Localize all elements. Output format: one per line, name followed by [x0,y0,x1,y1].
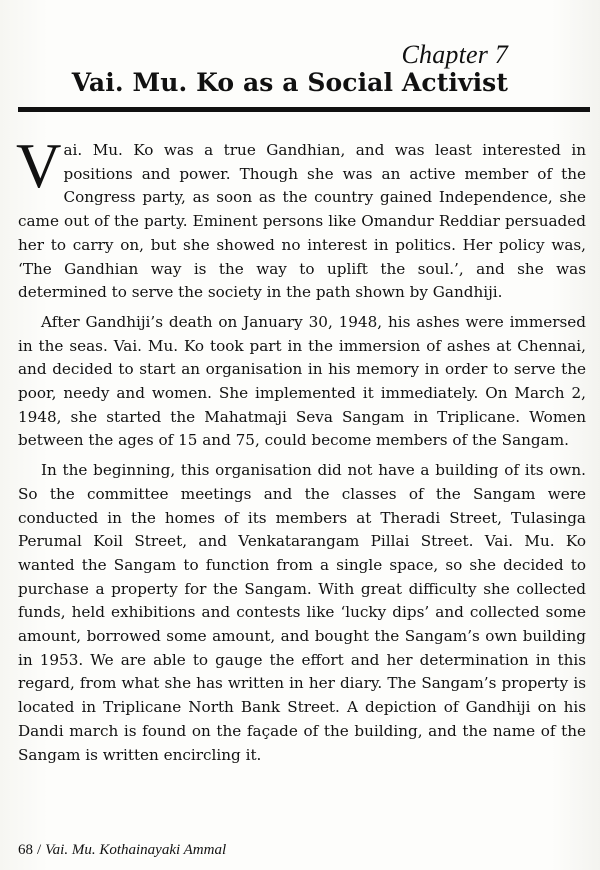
paragraph-2: After Gandhiji’s death on January 30, 1948, his ashes were immersed in the seas. Vai. Mu. Ko took part in the immersion of ashes at Chennai, and decided to start an organisation in his memory in order to serve the poor, needy and women. She implemented it immediately. On March 2, 1948, she started the Mahatmaji Seva Sangam in Triplicane. Women between the ages of 15 and 75, could become members of the Sangam. [18,312,586,450]
paragraph-1 [16,131,586,305]
title-underline [18,107,590,112]
footer-separator: / [37,842,42,858]
page-footer [18,840,226,860]
page-number: 68 [18,842,33,858]
chapter-body [16,131,586,773]
chapter-title: Vai. Mu. Ko as a Social Activist [71,68,508,97]
paragraph-3: In the beginning, this organisation did not have a building of its own. So the committee meetings and the classes of the Sangam were conducted in the homes of its members at Theradi Street, Tulasinga Perumal Koil Street, and Venkatarangam Pillai Street. Vai. Mu. Ko wanted the Sangam to function from a single space, so she decided to purchase a property for the Sangam. With great difficulty she collected funds, held exhibitions and contests like ‘lucky dips’ and collected some amount, borrowed some amount, and bought the Sangam’s own building in 1953. We are able to gauge the effort and her determination in this regard, from what she has written in her diary. The Sangam’s property is located in Triplicane North Bank Street. A depiction of Gandhiji on his Dandi march is found on the façade of the building, and the name of the Sangam is written encircling it. [18,461,586,764]
drop-cap: V [16,131,62,201]
paragraph-1-text: ai. Mu. Ko was a true Gandhian, and was least interested in positions and power. Though she was an active member of the Congress party, as soon as the country gained Independence, she came out of the party. Eminent persons like Omandur Reddiar persuaded her to carry on, but she showed no interest in politics. Her policy was, ‘The Gandhian way is the way to uplift the soul.’, and she was determined to serve the society in the path shown by Gandhiji. [18,141,586,302]
running-title: Vai. Mu. Kothainayaki Ammal [45,842,227,858]
chapter-number: Chapter 7 [401,40,508,69]
